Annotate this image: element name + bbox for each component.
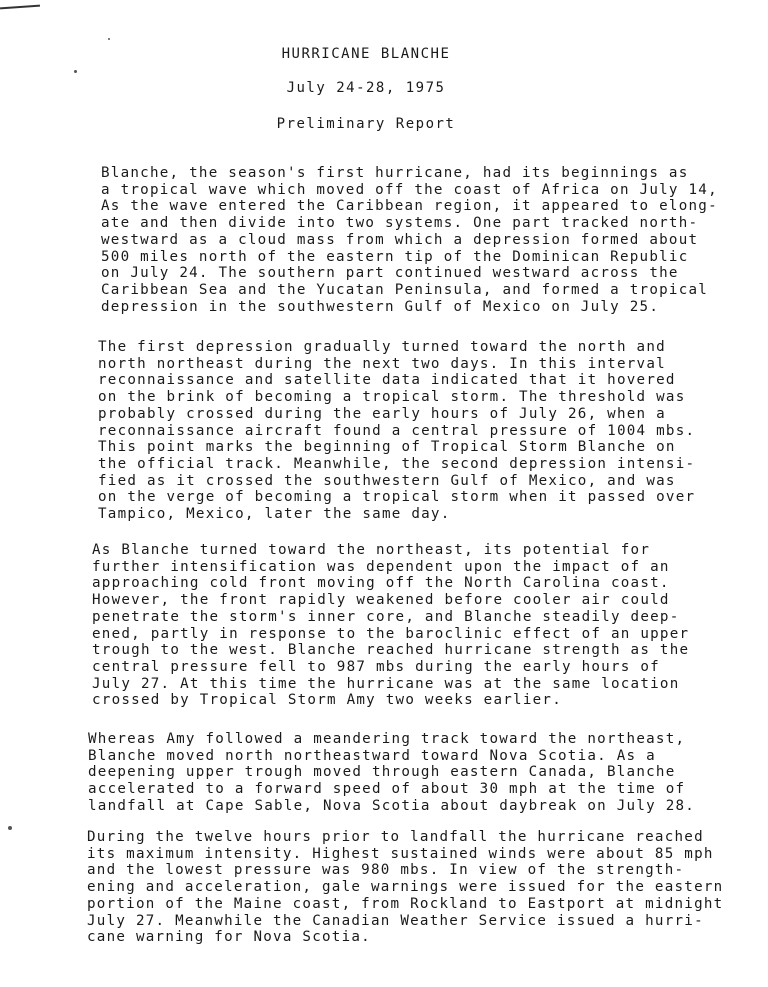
- text-line: landfall at Cape Sable, Nova Scotia about daybreak on July 28.: [88, 797, 696, 814]
- text-line: and the lowest pressure was 980 mbs. In view of the strength-: [87, 862, 685, 879]
- paragraph-1: [101, 165, 718, 315]
- text-line: Caribbean Sea and the Yucatan Peninsula, and formed a tropical: [101, 281, 709, 298]
- text-line: This point marks the beginning of Tropical Storm Blanche on: [98, 439, 676, 456]
- document-subtitle: Preliminary Report: [276, 116, 456, 132]
- text-line: north northeast during the next two days. In this interval: [98, 355, 666, 372]
- text-line: During the twelve hours prior to landfall the hurricane reached: [87, 829, 704, 845]
- text-line: on the verge of becoming a tropical storm when it passed over: [98, 489, 696, 506]
- text-line: Tampico, Mexico, later the same day.: [98, 506, 451, 523]
- text-line: the official track. Meanwhile, the second depression intensi-: [98, 455, 696, 472]
- scan-speck: [8, 826, 12, 830]
- text-line: However, the front rapidly weakened before cooler air could: [92, 592, 670, 609]
- scan-speck: [108, 38, 110, 40]
- text-line: on the brink of becoming a tropical storm. The threshold was: [98, 389, 686, 406]
- text-line: on July 24. The southern part continued westward across the: [101, 265, 679, 282]
- text-line: Blanche moved north northeastward toward Nova Scotia. As a: [88, 747, 656, 764]
- text-line: cane warning for Nova Scotia.: [87, 929, 371, 946]
- text-line: The first depression gradually turned toward the north and: [98, 339, 666, 355]
- document-title: HURRICANE BLANCHE: [281, 46, 451, 62]
- text-line: Blanche, the season's first hurricane, had its beginnings as: [101, 165, 689, 181]
- document-dates: July 24-28, 1975: [286, 80, 446, 96]
- text-line: its maximum intensity. Highest sustained winds were about 85 mph: [87, 845, 714, 862]
- paragraph-5: [87, 829, 723, 946]
- paragraph-3: [92, 542, 689, 709]
- text-line: July 27. At this time the hurricane was at the same location: [92, 675, 680, 692]
- text-line: ate and then divide into two systems. One part tracked north-: [101, 215, 699, 232]
- paragraph-4: [88, 731, 695, 815]
- text-line: As the wave entered the Caribbean region, it appeared to elong-: [101, 198, 718, 215]
- scan-artifact-mark: [0, 5, 40, 10]
- text-line: central pressure fell to 987 mbs during the early hours of: [92, 658, 660, 675]
- text-line: penetrate the storm's inner core, and Blanche steadily deep-: [92, 608, 680, 625]
- text-line: approaching cold front moving off the North Carolina coast.: [92, 575, 670, 592]
- text-line: Whereas Amy followed a meandering track toward the northeast,: [88, 731, 686, 747]
- text-line: crossed by Tropical Storm Amy two weeks earlier.: [92, 692, 562, 709]
- text-line: 500 miles north of the eastern tip of the Dominican Republic: [101, 248, 689, 265]
- text-line: westward as a cloud mass from which a depression formed about: [101, 231, 699, 248]
- text-line: ened, partly in response to the baroclinic effect of an upper: [92, 625, 690, 642]
- text-line: accelerated to a forward speed of about 30 mph at the time of: [88, 781, 686, 798]
- text-line: further intensification was dependent upon the impact of an: [92, 558, 670, 575]
- scan-speck: [74, 70, 77, 73]
- text-line: reconnaissance and satellite data indicated that it hovered: [98, 372, 676, 389]
- paragraph-2: [98, 339, 695, 523]
- text-line: depression in the southwestern Gulf of Mexico on July 25.: [101, 298, 660, 315]
- text-line: trough to the west. Blanche reached hurricane strength as the: [92, 642, 690, 659]
- text-line: a tropical wave which moved off the coast of Africa on July 14,: [101, 181, 718, 198]
- text-line: July 27. Meanwhile the Canadian Weather Service issued a hurri-: [87, 912, 704, 929]
- text-line: fied as it crossed the southwestern Gulf of Mexico, and was: [98, 472, 676, 489]
- text-line: As Blanche turned toward the northeast, its potential for: [92, 542, 651, 558]
- text-line: ening and acceleration, gale warnings were issued for the eastern: [87, 879, 724, 896]
- text-line: portion of the Maine coast, from Rockland to Eastport at midnight: [87, 895, 724, 912]
- text-line: reconnaissance aircraft found a central pressure of 1004 mbs.: [98, 422, 696, 439]
- text-line: probably crossed during the early hours of July 26, when a: [98, 405, 666, 422]
- text-line: deepening upper trough moved through eastern Canada, Blanche: [88, 764, 676, 781]
